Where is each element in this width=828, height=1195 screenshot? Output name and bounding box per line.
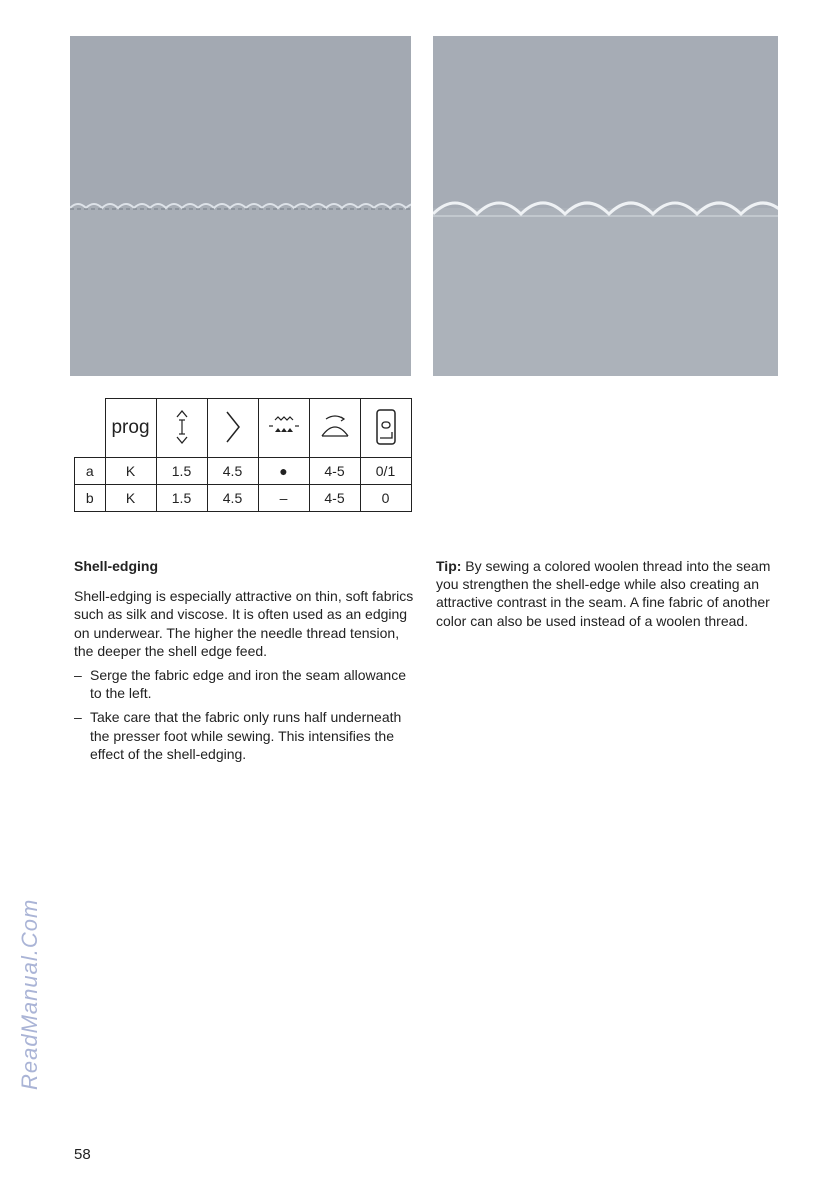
tension-value: 4-5: [309, 485, 360, 512]
settings-row-a: [75, 458, 412, 485]
row-label: a: [75, 458, 106, 485]
stitch-length-icon: [156, 399, 207, 458]
intro-paragraph: Shell-edging is especially attractive on thin, soft fabrics such as silk and viscose. It is often used as an edging on underwear. The higher the needle thread tension, the deeper the shell edge feed.: [74, 588, 414, 659]
length-value: 1.5: [156, 458, 207, 485]
foot-value: 0: [360, 485, 411, 512]
step-item: – Serge the fabric edge and iron the seam allowance to the left.: [74, 666, 419, 702]
settings-header-row: [75, 399, 412, 458]
stitch-width-icon: [207, 399, 258, 458]
page-number: 58: [74, 1146, 91, 1163]
prog-value: K: [105, 485, 156, 512]
steps-list: [74, 666, 419, 763]
feed-value: –: [258, 485, 309, 512]
step-item: – Take care that the fabric only runs half underneath the presser foot while sewing. This intensifies the effect of the shell-edging.: [74, 708, 419, 763]
shell-edging-section: [74, 557, 419, 769]
length-value: 1.5: [156, 485, 207, 512]
feed-value: ●: [258, 458, 309, 485]
corner-cell: [75, 399, 106, 458]
presser-foot-icon: [360, 399, 411, 458]
width-value: 4.5: [207, 458, 258, 485]
tip-text: By sewing a colored woolen thread into the seam you strengthen the shell-edge while also creating an attractive contrast in the seam. A fine fabric of another color can also be used instead of a woolen thread.: [436, 558, 771, 629]
shell-edge-photo-b: [433, 36, 778, 376]
tip-label: Tip:: [436, 558, 462, 574]
tip-paragraph: [436, 557, 781, 630]
settings-table: [74, 398, 412, 512]
tip-section: [436, 557, 781, 636]
prog-header: prog: [105, 399, 156, 458]
tension-value: 4-5: [309, 458, 360, 485]
foot-value: 0/1: [360, 458, 411, 485]
prog-value: K: [105, 458, 156, 485]
feed-dog-icon: [258, 399, 309, 458]
watermark: ReadManual.Com: [17, 898, 42, 1090]
section-heading: Shell-edging: [74, 558, 158, 574]
settings-row-b: [75, 485, 412, 512]
row-label: b: [75, 485, 106, 512]
thread-tension-icon: [309, 399, 360, 458]
width-value: 4.5: [207, 485, 258, 512]
shell-edge-photo-a: [70, 36, 411, 376]
